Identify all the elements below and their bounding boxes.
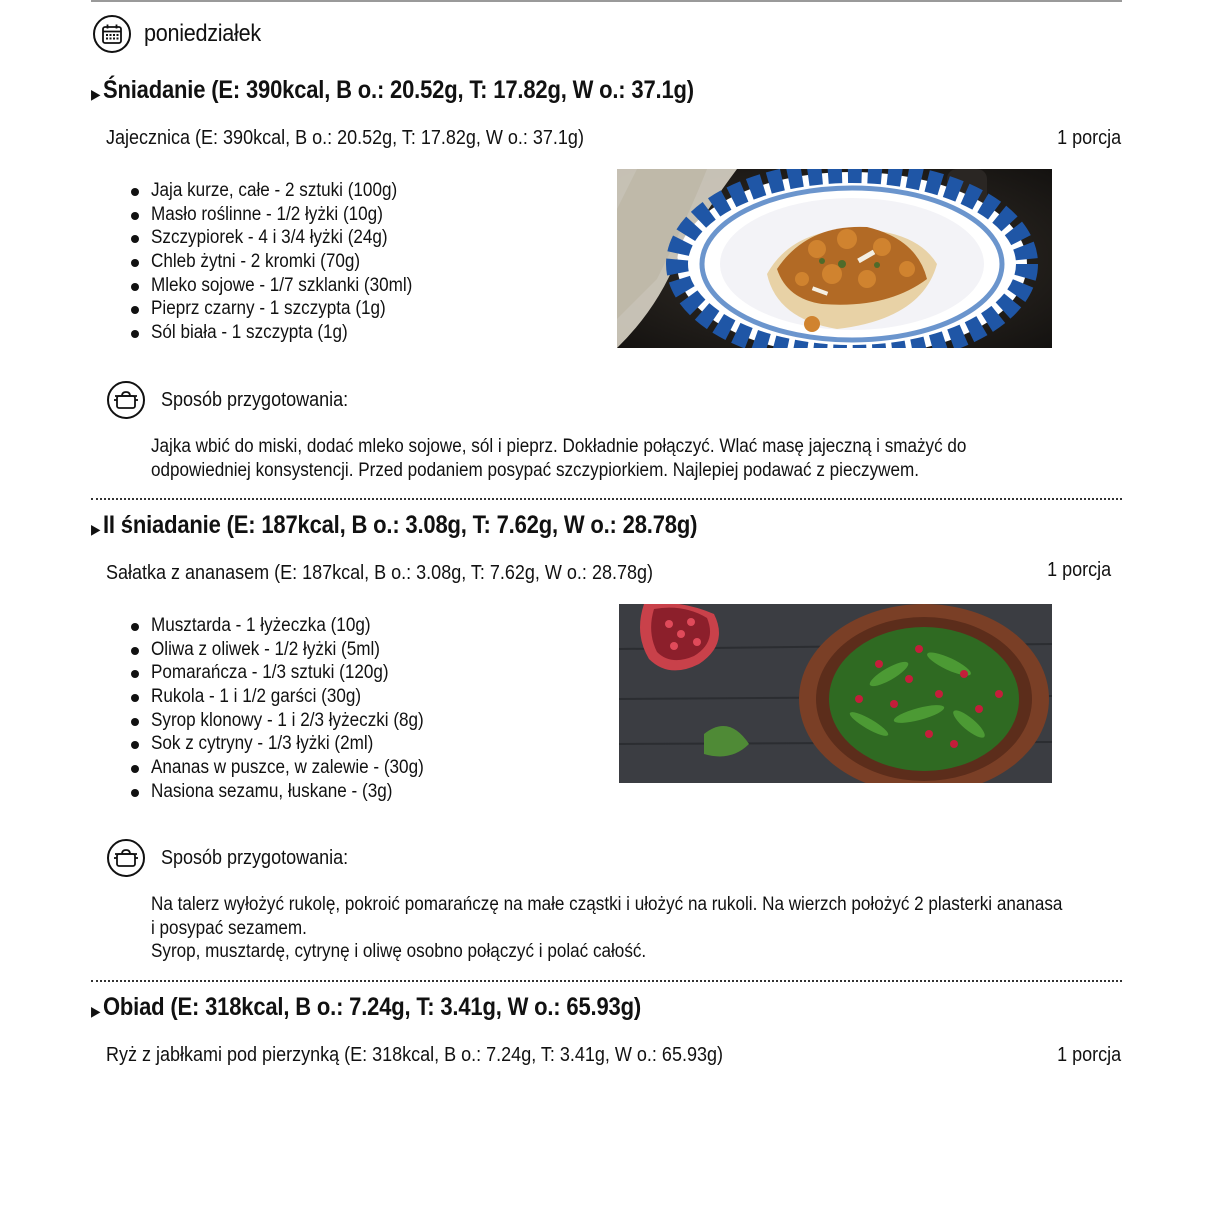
meal-title-text: II śniadanie (E: 187kcal, B o.: 3.08g, T: 7.62g, W o.: 28.78g) bbox=[102, 511, 698, 539]
preparation-label: Sposób przygotowania: bbox=[161, 388, 349, 411]
recipe-photo-scrambled-eggs bbox=[617, 169, 1052, 348]
caret-right-icon: ▶ bbox=[91, 520, 101, 537]
portion-label: 1 porcja bbox=[1056, 127, 1121, 149]
cooking-pot-icon bbox=[107, 381, 145, 419]
recipe-name: Ryż z jabłkami pod pierzynką (E: 318kcal, B o.: 7.24g, T: 3.41g, W o.: 65.93g) bbox=[106, 1044, 723, 1066]
list-item: Rukola - 1 i 1/2 garści (30g) bbox=[128, 685, 454, 709]
recipe-photo-salad bbox=[619, 604, 1052, 783]
meal-divider bbox=[91, 980, 1122, 982]
recipe-name: Jajecznica (E: 390kcal, B o.: 20.52g, T: 17.82g, W o.: 37.1g) bbox=[106, 127, 584, 149]
list-item: Mleko sojowe - 1/7 szklanki (30ml) bbox=[128, 274, 441, 298]
list-item: Szczypiorek - 4 i 3/4 łyżki (24g) bbox=[128, 226, 441, 250]
list-item: Chleb żytni - 2 kromki (70g) bbox=[128, 250, 441, 274]
recipe-row bbox=[106, 562, 714, 585]
day-header bbox=[93, 14, 274, 54]
recipe-row bbox=[106, 1044, 792, 1067]
list-item: Nasiona sezamu, łuskane - (3g) bbox=[128, 780, 454, 804]
list-item: Pomarańcza - 1/3 sztuki (120g) bbox=[128, 661, 454, 685]
meal-title-lunch[interactable] bbox=[91, 993, 641, 1022]
preparation-text: Na talerz wyłożyć rukolę, pokroić pomarańczę na małe cząstki i ułożyć na rukoli. Na wierzch położyć 2 plasterki ananasa i posypać sezamem. Syrop, musztardę, cytrynę i oliwę osobno połączyć i polać całość. bbox=[151, 894, 1063, 962]
meal-title-breakfast[interactable] bbox=[91, 76, 694, 105]
ingredient-list bbox=[128, 179, 441, 345]
ingredient-list bbox=[128, 614, 454, 804]
meal-divider bbox=[91, 498, 1122, 500]
calendar-icon bbox=[93, 15, 131, 53]
list-item: Musztarda - 1 łyżeczka (10g) bbox=[128, 614, 454, 638]
preparation-header bbox=[107, 381, 369, 419]
meal-title-text: Śniadanie (E: 390kcal, B o.: 20.52g, T: 17.82g, W o.: 37.1g) bbox=[102, 76, 694, 104]
preparation-header bbox=[107, 839, 369, 877]
cooking-pot-icon bbox=[107, 839, 145, 877]
day-label: poniedziałek bbox=[144, 20, 261, 47]
list-item: Syrop klonowy - 1 i 2/3 łyżeczki (8g) bbox=[128, 709, 454, 733]
recipe-name: Sałatka z ananasem (E: 187kcal, B o.: 3.08g, T: 7.62g, W o.: 28.78g) bbox=[106, 562, 653, 584]
list-item: Jaja kurze, całe - 2 sztuki (100g) bbox=[128, 179, 441, 203]
list-item: Masło roślinne - 1/2 łyżki (10g) bbox=[128, 203, 441, 227]
list-item: Pieprz czarny - 1 szczypta (1g) bbox=[128, 297, 441, 321]
caret-right-icon: ▶ bbox=[91, 1002, 101, 1019]
meal-title-second-breakfast[interactable] bbox=[91, 511, 697, 540]
meal-title-text: Obiad (E: 318kcal, B o.: 7.24g, T: 3.41g, W o.: 65.93g) bbox=[102, 993, 641, 1021]
list-item: Sól biała - 1 szczypta (1g) bbox=[128, 321, 441, 345]
preparation-text: Jajka wbić do miski, dodać mleko sojowe, sól i pieprz. Dokładnie połączyć. Wlać masę jajeczną i smażyć do odpowiedniej konsystencji. Przed podaniem posypać szczypiorkiem. Najlepiej podawać z pieczywem. bbox=[151, 436, 967, 481]
recipe-row bbox=[106, 127, 637, 150]
caret-right-icon: ▶ bbox=[91, 85, 101, 102]
list-item: Ananas w puszce, w zalewie - (30g) bbox=[128, 756, 454, 780]
list-item: Oliwa z oliwek - 1/2 łyżki (5ml) bbox=[128, 638, 454, 662]
top-divider bbox=[91, 0, 1122, 2]
portion-label: 1 porcja bbox=[1056, 1044, 1121, 1066]
preparation-label: Sposób przygotowania: bbox=[161, 846, 349, 869]
list-item: Sok z cytryny - 1/3 łyżki (2ml) bbox=[128, 732, 454, 756]
portion-label: 1 porcja bbox=[1046, 559, 1111, 581]
